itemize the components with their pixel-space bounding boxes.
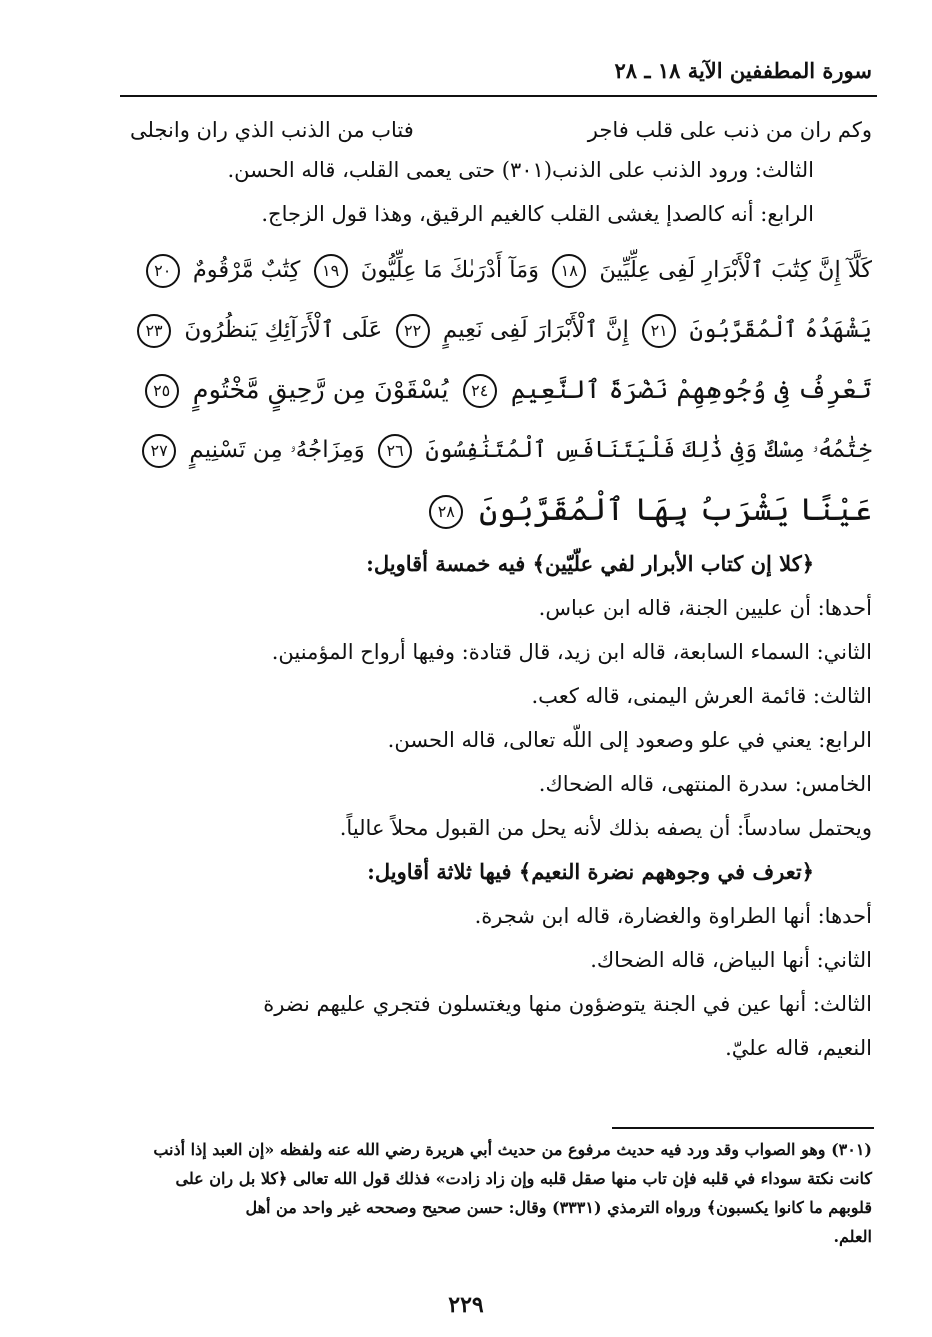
- commentary-line: الرابع: يعني في علو وصعود إلى اللّه تعالى، قاله الحسن.: [387, 728, 872, 752]
- commentary-heading: ﴿تعرف في وجوههم نضرة النعيم﴾ فيها ثلاثة أقاويل:: [367, 859, 814, 884]
- commentary-line: أحدها: أنها الطراوة والغضارة، قاله ابن شجرة.: [474, 904, 872, 928]
- commentary-line: الثاني: أنها البياض، قاله الضحاك.: [590, 948, 872, 972]
- ayah-text: خِتَٰمُهُۥ مِسْكٌ وَفِى ذَٰلِكَ فَلْيَتَنَافَسِ ٱلْمُتَنَٰفِسُونَ: [425, 437, 872, 463]
- quran-block: [130, 240, 872, 540]
- header-divider: [120, 95, 877, 97]
- commentary-line: ويحتمل سادساً: أن يصفه بذلك لأنه يحل من القبول محلاً عالياً.: [339, 816, 872, 840]
- footnote-line: قلوبهم ما كانوا يكسبون﴾ ورواه الترمذي (٣٣٣١) وقال: حسن صحيح وصححه غير واحد من أهل: [245, 1198, 872, 1217]
- quran-line: [130, 360, 872, 420]
- poem-hemistich-right: وكم ران من ذنب على قلب فاجر: [587, 118, 872, 142]
- ayah-number-marker: ٢٥: [145, 374, 179, 408]
- ayah-text: كَلَّآ إِنَّ كِتَٰبَ ٱلْأَبْرَارِ لَفِى عِلِّيِّينَ: [599, 257, 872, 283]
- ayah-number-marker: ٢٨: [429, 495, 463, 529]
- commentary-line: أحدها: أن عليين الجنة، قاله ابن عباس.: [538, 596, 872, 620]
- ayah-number-marker: ٢٠: [146, 254, 180, 288]
- quran-line: [130, 480, 872, 540]
- ayah-number-marker: ٢٤: [463, 374, 497, 408]
- commentary-line: الثالث: قائمة العرش اليمنى، قاله كعب.: [531, 684, 872, 708]
- main-text: [130, 112, 872, 1074]
- poem-verse: [130, 112, 872, 148]
- ayah-text: تَعْرِفُ فِى وُجُوهِهِمْ نَضْرَةَ ٱلنَّعِيمِ: [510, 375, 872, 405]
- ayah-text: وَمَآ أَدْرَىٰكَ مَا عِلِّيُّونَ: [360, 257, 540, 283]
- opinion-line: الثالث: ورود الذنب على الذنب(٣٠١) حتى يعمى القلب، قاله الحسن.: [227, 158, 814, 182]
- footnote-divider: [612, 1127, 874, 1129]
- ayah-text: عَلَى ٱلْأَرَآئِكِ يَنظُرُونَ: [184, 317, 383, 343]
- ayah-number-marker: ١٩: [314, 254, 348, 288]
- commentary-heading: ﴿كلا إن كتاب الأبرار لفي علّيّين﴾ فيه خمسة أقاويل:: [366, 551, 814, 576]
- ayah-number-marker: ٢٣: [137, 314, 171, 348]
- commentary-line: النعيم، قاله عليّ.: [725, 1036, 872, 1060]
- ayah-text: إِنَّ ٱلْأَبْرَارَ لَفِى نَعِيمٍ: [442, 317, 629, 343]
- footnote-block: [130, 1135, 872, 1251]
- ayah-number-marker: ٢١: [642, 314, 676, 348]
- ayah-text: عَيْنًا يَشْرَبُ بِهَا ٱلْمُقَرَّبُونَ: [479, 492, 872, 528]
- opinion-line: الرابع: أنه كالصدإ يغشى القلب كالغيم الرقيق، وهذا قول الزجاج.: [261, 202, 814, 226]
- quran-line: [130, 300, 872, 360]
- commentary-line: الخامس: سدرة المنتهى، قاله الضحاك.: [538, 772, 872, 796]
- footnote-line: العلم.: [833, 1227, 872, 1246]
- ayah-number-marker: ٢٦: [378, 434, 412, 468]
- quran-line: [130, 420, 872, 480]
- ayah-text: يَشْهَدُهُ ٱلْمُقَرَّبُونَ: [689, 317, 872, 343]
- ayah-number-marker: ٢٧: [142, 434, 176, 468]
- ayah-text: وَمِزَاجُهُۥ مِن تَسْنِيمٍ: [189, 437, 365, 463]
- ayah-text: يُسْقَوْنَ مِن رَّحِيقٍ مَّخْتُومٍ: [192, 375, 449, 405]
- poem-hemistich-left: فتاب من الذنب الذي ران وانجلى: [130, 118, 414, 142]
- page-header-title: سورة المطففين الآية ١٨ ـ ٢٨: [614, 58, 872, 83]
- footnote-line: كانت نكتة سوداء في قلبه فإن تاب منها صقل قلبه وإن زاد زادت» فذلك قول الله تعالى ﴿كلا بل ران على: [175, 1169, 872, 1188]
- quran-line: [130, 240, 872, 300]
- commentary-line: الثالث: أنها عين في الجنة يتوضؤون منها ويغتسلون فتجري عليهم نضرة: [263, 992, 872, 1016]
- ayah-text: كِتَٰبٌ مَّرْقُومٌ: [192, 257, 301, 283]
- ayah-number-marker: ١٨: [552, 254, 586, 288]
- footnote-line: (٣٠١) وهو الصواب وقد ورد فيه حديث مرفوع من حديث أبي هريرة رضي الله عنه ولفظه «إن العبد إذا أذنب: [153, 1140, 872, 1159]
- commentary-line: الثاني: السماء السابعة، قاله ابن زيد، قال قتادة: وفيها أرواح المؤمنين.: [271, 640, 872, 664]
- page-number: ٢٢٩: [448, 1292, 484, 1318]
- ayah-number-marker: ٢٢: [396, 314, 430, 348]
